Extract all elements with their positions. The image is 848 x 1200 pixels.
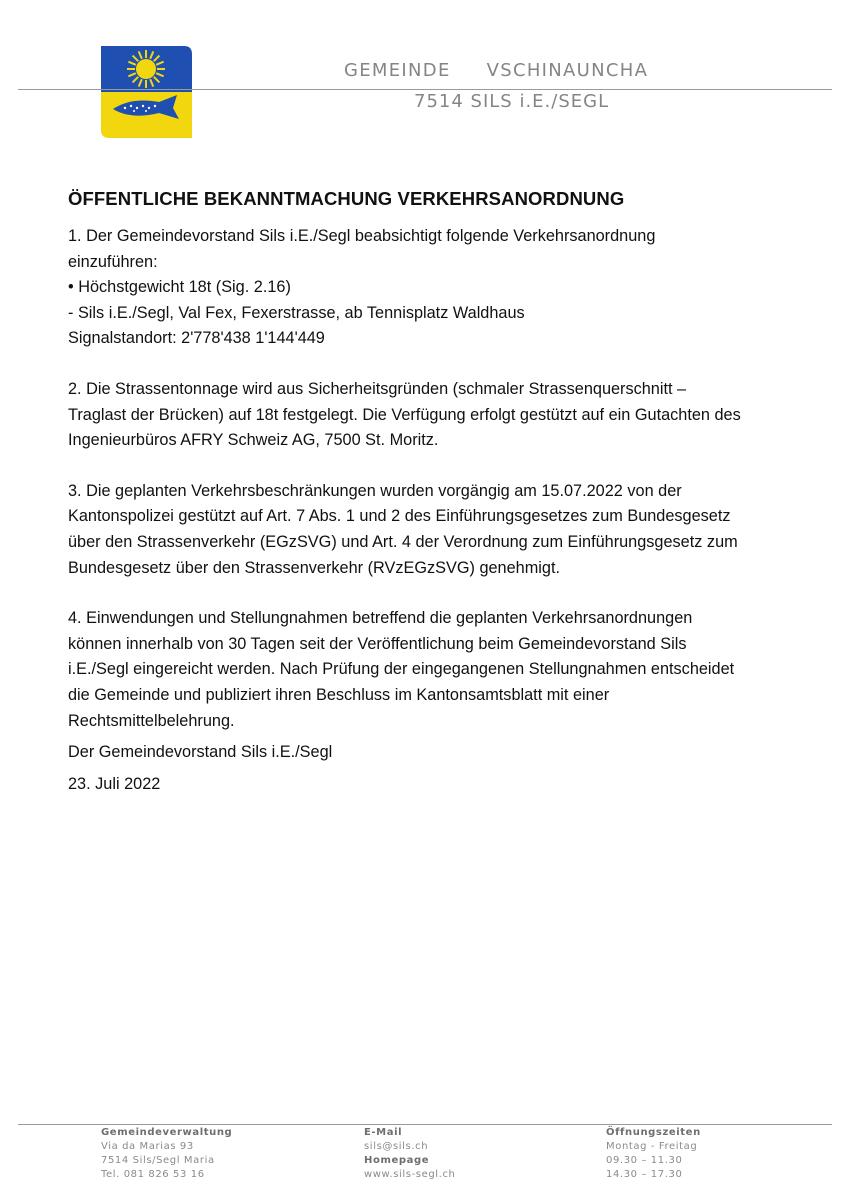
footer-hours-heading: Öffnungszeiten — [606, 1127, 701, 1138]
footer-contact — [364, 1126, 456, 1182]
municipal-crest-logo — [101, 46, 192, 138]
footer-email-link[interactable]: sils@sils.ch — [364, 1141, 429, 1152]
section-1-line: - Sils i.E./Segl, Val Fex, Fexerstrasse, ab Tennisplatz Waldhaus — [68, 303, 525, 322]
section-2 — [68, 377, 788, 454]
footer-email-label: E-Mail — [364, 1127, 403, 1138]
footer-hours-afternoon: 14.30 – 17.30 — [606, 1169, 683, 1180]
section-3-line: 3. Die geplanten Verkehrsbeschränkungen wurden vorgängig am 15.07.2022 von der — [68, 481, 682, 500]
footer-hours-days: Montag - Freitag — [606, 1141, 698, 1152]
footer-phone: Tel. 081 826 53 16 — [101, 1169, 205, 1180]
footer-address-city: 7514 Sils/Segl Maria — [101, 1155, 215, 1166]
footer-address-street: Via da Marias 93 — [101, 1141, 194, 1152]
section-1-line: 1. Der Gemeindevorstand Sils i.E./Segl beabsichtigt folgende Verkehrsanordnung — [68, 227, 656, 245]
notice-date: 23. Juli 2022 — [68, 774, 161, 793]
section-1-line: • Höchstgewicht 18t (Sig. 2.16) — [68, 278, 291, 297]
section-4-line: die Gemeinde und publiziert ihren Beschluss im Kantonsamtsblatt mit einer — [68, 685, 610, 704]
footer-hours — [606, 1126, 701, 1182]
municipality-name-german: GEMEINDE — [344, 60, 451, 81]
section-3-line: über den Strassenverkehr (EGzSVG) und Art. 4 der Verordnung zum Einführungsgesetz zum — [68, 532, 738, 551]
footer-homepage-link[interactable]: www.sils-segl.ch — [364, 1169, 456, 1180]
section-3-line: Bundesgesetz über den Strassenverkehr (RVzEGzSVG) genehmigt. — [68, 558, 561, 577]
section-1 — [68, 224, 788, 352]
footer-admin — [101, 1126, 232, 1182]
section-3-line: Kantonspolizei gestützt auf Art. 7 Abs. 1 und 2 des Einführungsgesetzes zum Bundesgesetz — [68, 507, 731, 526]
notice-title: ÖFFENTLICHE BEKANNTMACHUNG VERKEHRSANORDNUNG — [68, 188, 625, 209]
section-2-line: 2. Die Strassentonnage wird aus Sicherheitsgründen (schmaler Strassenquerschnitt – — [68, 379, 687, 398]
section-4-line: 4. Einwendungen und Stellungnahmen betreffend die geplanten Verkehrsanordnungen — [68, 609, 693, 628]
municipality-name-romansh: VSCHINAUNCHA — [486, 60, 649, 81]
footer-homepage-label: Homepage — [364, 1155, 430, 1166]
footer-hours-morning: 09.30 – 11.30 — [606, 1155, 683, 1166]
section-3 — [68, 479, 788, 581]
footer-divider — [18, 1124, 832, 1125]
section-4-line: können innerhalb von 30 Tagen seit der Veröffentlichung beim Gemeindevorstand Sils — [68, 634, 687, 653]
municipality-name — [344, 60, 648, 81]
header-divider — [18, 89, 832, 90]
signature: Der Gemeindevorstand Sils i.E./Segl — [68, 743, 333, 762]
section-2-line: Ingenieurbüros AFRY Schweiz AG, 7500 St. Moritz. — [68, 431, 439, 450]
section-1-line: Signalstandort: 2'778'438 1'144'449 — [68, 329, 325, 348]
sun-icon — [127, 50, 165, 88]
municipality-place: 7514 SILS i.E./SEGL — [414, 91, 610, 112]
notice-body — [68, 186, 788, 797]
section-1-line: einzuführen: — [68, 252, 158, 271]
section-2-line: Traglast der Brücken) auf 18t festgelegt. Die Verfügung erfolgt gestützt auf ein Gutachten des — [68, 405, 741, 424]
footer-admin-heading: Gemeindeverwaltung — [101, 1127, 233, 1138]
section-4-line: Rechtsmittelbelehrung. — [68, 711, 235, 730]
section-4-line: i.E./Segl eingereicht werden. Nach Prüfung der eingegangenen Stellungnahmen entscheidet — [68, 660, 735, 679]
section-4 — [68, 606, 788, 734]
